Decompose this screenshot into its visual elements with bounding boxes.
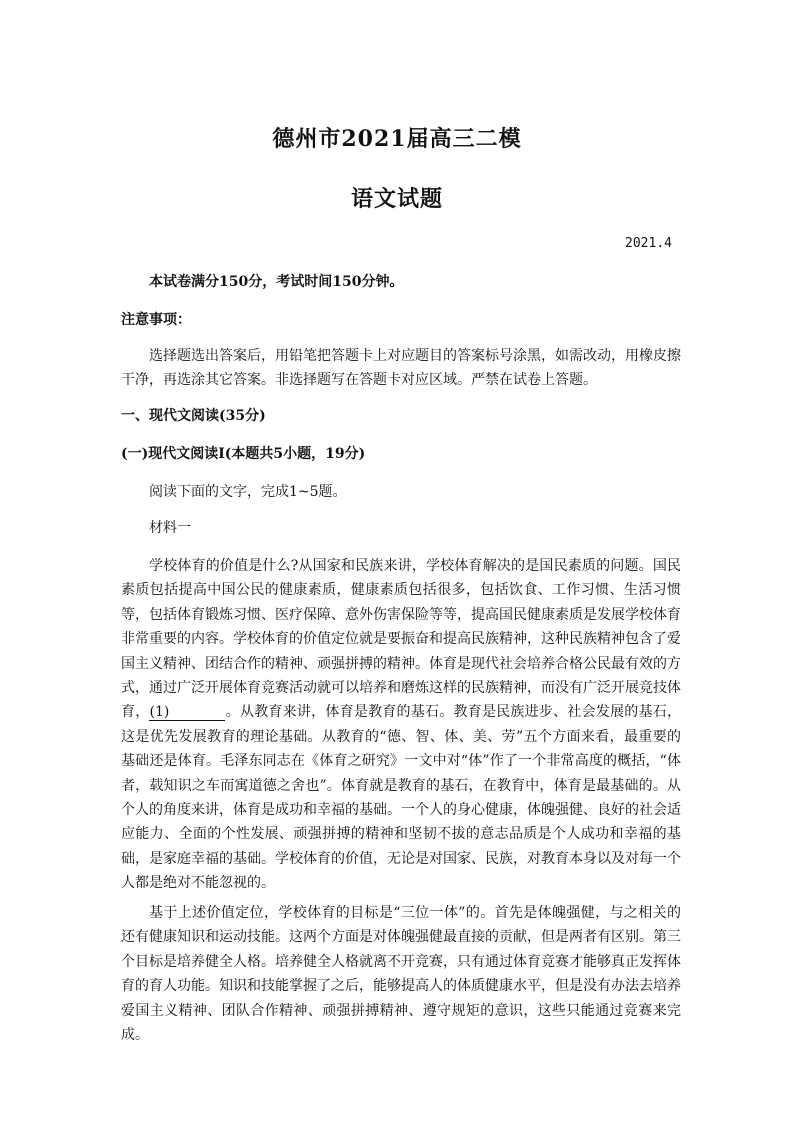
- exam-date: 2021.4: [625, 236, 672, 251]
- notice-heading: 注意事项：: [121, 312, 191, 328]
- exam-title: 德州市2021届高三二模: [272, 126, 522, 152]
- section-heading: 一、现代文阅读(35分): [121, 408, 266, 424]
- material-label: 材料一: [149, 520, 191, 536]
- notice-text: 选择题选出答案后，用铅笔把答题卡上对应题目的答案标号涂黑，如需改动，用橡皮擦干净，再选涂其它答案。非选择题写在答题卡对应区域。严禁在试卷上答题。: [121, 348, 681, 389]
- exam-subtitle: 语文试题: [350, 186, 443, 212]
- passage-paragraph-2: 基于上述价值定位，学校体育的目标是“三位一体”的。首先是体魄强健，与之相关的还有健康知识和运动技能。这两个方面是对体魄强健最直接的贡献，但是两者有区别。第三个目标是培养健全人格。培养健全人格就离不开竞赛，只有通过体育竞赛才能够真正发挥体育的育人功能。知识和技能掌握了之后，能够提高人的体质健康水平，但是没有办法去培养爱国主义精神、团队合作精神、顽强拼搏精神、遵守规矩的意识，这些只能通过竞赛来完成。: [121, 905, 681, 1044]
- passage-paragraph-1: [121, 554, 681, 896]
- reading-instruction: 阅读下面的文字，完成1~5题。: [149, 484, 347, 500]
- exam-info: 本试卷满分150分，考试时间150分钟。: [149, 274, 404, 290]
- passage-paragraph-1-text: 学校体育的价值是什么?从国家和民族来讲，学校体育解决的是国民素质的问题。国民素质包括提高中国公民的健康素质，健康素质包括很多，包括饮食、工作习惯、生活习惯等，包括体育锻炼习惯、医疗保障、意外伤害保险等等，提高国民健康素质是发展学校体育非常重要的内容。学校体育的价值定位就是要振奋和提高民族精神，这种民族精神包含了爱国主义精神、团结合作的精神、顽强拼搏的精神。体育是现代社会培养合格公民最有效的方式，通过广泛开展体育竞赛活动就可以培养和磨炼这样的民族精神，而没有广泛开展竞技体育，: [121, 558, 681, 721]
- sub-section-heading: (一)现代文阅读Ⅰ(本题共5小题，19分): [121, 446, 366, 462]
- fill-in-blank-label: (1): [149, 704, 170, 721]
- passage-paragraph-1-continued: 。从教育来讲，体育是教育的基石。教育是民族进步、社会发展的基石，这是优先发展教育的理论基础。从教育的“德、智、体、美、劳”五个方面来看，最重要的基础还是体育。毛泽东同志在《体育之研究》一文中对“体”作了一个非常高度的概括，“体者，载知识之车而寓道德之舍也”。体育就是教育的基石，在教育中，体育是最基础的。从个人的角度来讲，体育是成功和幸福的基础。一个人的身心健康，体魄强健、良好的社会适应能力、全面的个性发展、顽强拼搏的精神和坚韧不拔的意志品质是个人成功和幸福的基础，是家庭幸福的基础。学校体育的价值，无论是对国家、民族，对教育本身以及对每一个人都是绝对不能忽视的。: [121, 704, 682, 892]
- fill-in-blank-1: [149, 704, 225, 721]
